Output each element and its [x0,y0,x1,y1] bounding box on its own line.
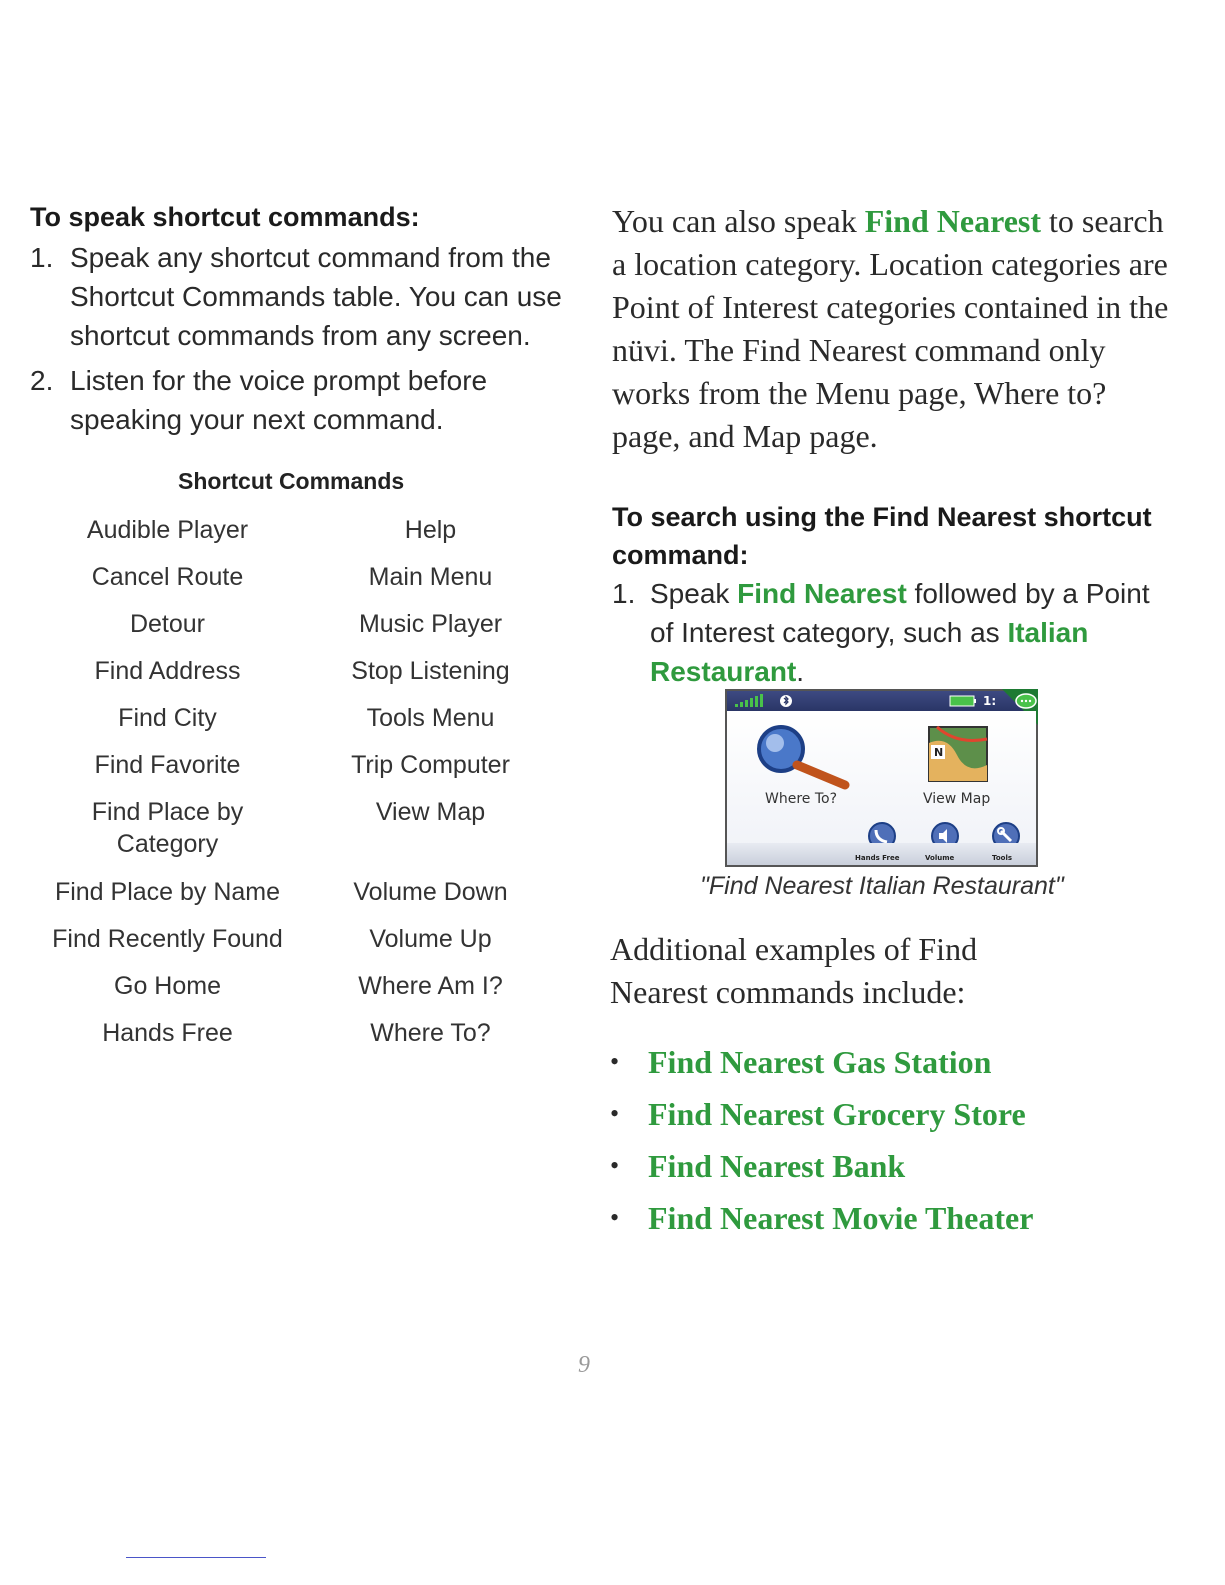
bluetooth-icon [779,694,793,708]
hands-free-label: Hands Free [855,854,900,862]
step-number: 2. [30,365,54,396]
device-main-area [727,711,1036,847]
page-number: 9 [578,1352,590,1378]
example-item [610,1036,1170,1088]
command-item: Find Favorite [94,751,241,779]
step-line: Speak any shortcut command from the [70,242,551,273]
step-line: shortcut commands from any screen. [70,320,531,351]
step-number: 1. [612,578,636,609]
step-item [30,238,570,355]
command-item: Audible Player [86,516,249,544]
example-item [610,1140,1170,1192]
command-item: Volume Down [353,878,508,906]
battery-icon [949,695,977,707]
example-text: Find Nearest Gas Station [648,1044,992,1080]
right-column [612,200,1172,691]
step-item [612,574,1172,691]
command-item: Music Player [358,610,503,638]
bullet-icon: • [610,1047,620,1076]
example-text: Find Nearest Bank [648,1148,906,1184]
examples-list [610,1036,1170,1244]
step-text: . [796,656,805,687]
step-line: Shortcut Commands table. You can use [70,281,562,312]
magnifier-icon [755,723,855,793]
command-item: Find City [118,704,217,732]
command-item: Find Place by Name [54,878,281,906]
section-heading: To search using the Find Nearest shortcut command: [612,502,1152,570]
example-item [610,1088,1170,1140]
step-text: Speak [650,578,738,609]
step-number: 1. [30,242,54,273]
step-line: speaking your next command. [70,404,444,435]
additional-paragraph: Additional examples of Find Nearest commands include: [610,931,978,1010]
command-item: Go Home [114,972,221,1000]
command-item: Hands Free [102,1019,233,1047]
bullet-icon: • [610,1151,620,1180]
step-line: Listen for the voice prompt before [70,365,488,396]
bullet-icon: • [610,1099,620,1128]
command-item: Tools Menu [366,704,495,732]
signal-icon [733,693,773,709]
example-text: Find Nearest Movie Theater [648,1200,1034,1236]
additional-examples [610,928,1170,1244]
svg-text:N: N [934,746,944,759]
commands-column-1 [40,514,295,1064]
command-item: Trip Computer [351,751,510,779]
example-item [610,1192,1170,1244]
clock-text: 1: [983,694,997,708]
command-item: Main Menu [368,563,493,591]
command-item: Stop Listening [351,657,510,685]
highlight-command: Find Nearest [864,203,1041,239]
device-status-bar [727,691,1036,711]
view-map-label: View Map [923,791,991,807]
device-bottom-bar [727,843,1036,865]
table-title: Shortcut Commands [178,468,405,494]
example-text: Find Nearest Grocery Store [648,1096,1026,1132]
command-item: Find Recently Found [52,925,283,953]
bottom-rule [126,1557,266,1558]
command-item: Find Address [94,657,241,685]
command-item: Help [404,516,457,544]
bullet-icon: • [610,1203,620,1232]
step-item [30,361,570,439]
steps-list [30,238,570,439]
command-text: Find Place by Category [91,798,244,858]
command-item [40,796,295,876]
highlight-category: Italian Restaurant [650,617,1089,687]
tools-label: Tools [992,854,1013,862]
intro-text: You can also speak [612,203,865,239]
command-item: Detour [129,610,206,638]
step-text: followed by a Point of Interest category, such as [650,578,1150,648]
highlight-command: Find Nearest [737,578,907,609]
commands-column-2 [318,514,543,1064]
intro-paragraph [612,200,1172,458]
image-caption: "Find Nearest Italian Restaurant" [700,872,1064,900]
command-item: Volume Up [369,925,492,953]
device-screenshot [725,689,1038,867]
command-item: Where Am I? [358,972,503,1000]
command-item: Where To? [370,1019,491,1047]
command-item: View Map [375,798,486,826]
left-column [30,198,570,439]
command-item: Cancel Route [91,563,244,591]
section-heading: To speak shortcut commands: [30,202,420,232]
volume-label: Volume [925,854,955,862]
intro-text: to search a location category. Location categories are Point of Interest categories contained in the nüvi. The Find Nearest command only works from the Menu page, Where to? page, and Map page. [612,203,1169,454]
steps-list [612,574,1172,691]
where-to-label: Where To? [765,791,838,807]
map-icon [927,725,989,783]
